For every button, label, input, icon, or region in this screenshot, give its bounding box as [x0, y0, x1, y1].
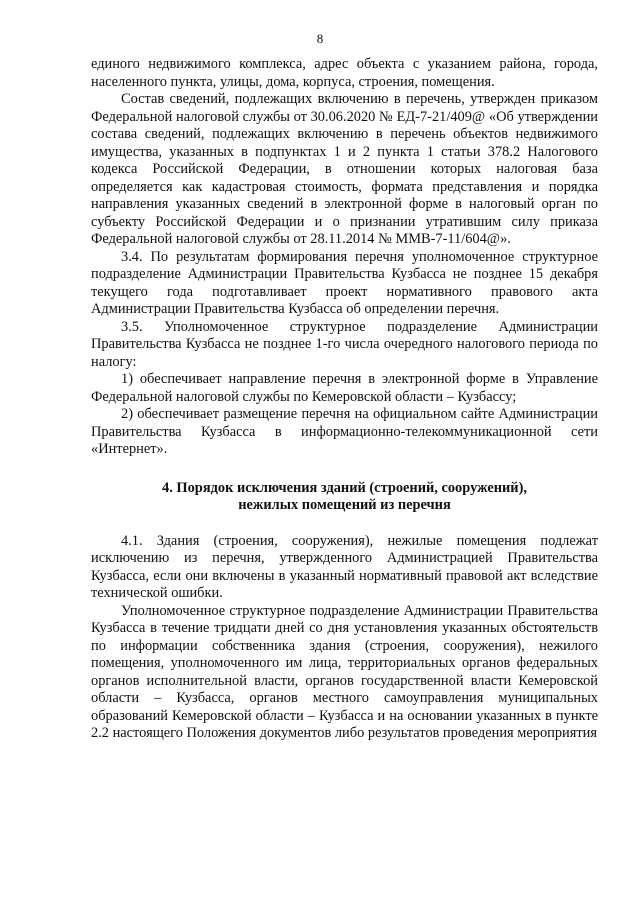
page-number: 8: [316, 31, 324, 46]
paragraph-authorized-unit: Уполномоченное структурное подразделение Администрации Правительства Кузбасса в течение тридцати дней со дня установления указанных обстоятельств по информации собственника здания (строения, сооружения), нежилого помещения, уполномоченного им лица, территориальных органов федеральных органов исполнительной власти, органов государственной власти Кемеровской области – Кузбасса, органов местного самоуправления муниципальных образований Кемеровской области – Кузбасса и на основании указанных в пункте 2.2 настоящего Положения документов либо результатов проведения мероприятия: [91, 602, 598, 741]
paragraph-3-4: 3.4. По результатам формирования перечня уполномоченное структурное подразделение Администрации Правительства Кузбасса не позднее 15 декабря текущего года подготавливает проект нормативного правового акта Администрации Правительства Кузбасса об определении перечня.: [91, 248, 598, 317]
paragraph-continuation: единого недвижимого комплекса, адрес объекта с указанием района, города, населенного пункта, улицы, дома, корпуса, строения, помещения.: [91, 56, 598, 90]
section-heading: [91, 480, 598, 515]
section-heading-line-2: нежилых помещений из перечня: [238, 497, 451, 513]
paragraph-item-1: 1) обеспечивает направление перечня в электронной форме в Управление Федеральной налоговой службы по Кемеровской области – Кузбассу;: [91, 371, 598, 405]
paragraph-item-2: 2) обеспечивает размещение перечня на официальном сайте Администрации Правительства Кузбасса в информационно-телекоммуникационной сети «Интернет».: [91, 406, 598, 457]
paragraph-fns-order: Состав сведений, подлежащих включению в перечень, утвержден приказом Федеральной налоговой службы от 30.06.2020 № ЕД-7-21/409@ «Об утверждении состава сведений, подлежащих включению в перечень объектов недвижимого имущества, указанных в подпунктах 1 и 2 пункта 1 статьи 378.2 Налогового кодекса Российской Федерации, в отношении которых налоговая база определяется как кадастровая стоимость, формата представления и порядка направления указанных сведений в электронной форме в налоговый орган по субъекту Российской Федерации и о признании утратившим силу приказа Федеральной налоговой службы от 28.11.2014 № ММВ-7-11/604@».: [91, 91, 598, 247]
section-heading-line-1: 4. Порядок исключения зданий (строений, сооружений),: [162, 479, 527, 496]
paragraph-3-5: 3.5. Уполномоченное структурное подразделение Администрации Правительства Кузбасса не позднее 1-го числа очередного налогового периода по налогу:: [91, 318, 598, 370]
document-body: [91, 56, 598, 743]
paragraph-4-1: 4.1. Здания (строения, сооружения), нежилые помещения подлежат исключению из перечня, утвержденного Администрацией Правительства Кузбасса, если они включены в указанный нормативный правовой акт вследствие технической ошибки.: [91, 532, 598, 601]
